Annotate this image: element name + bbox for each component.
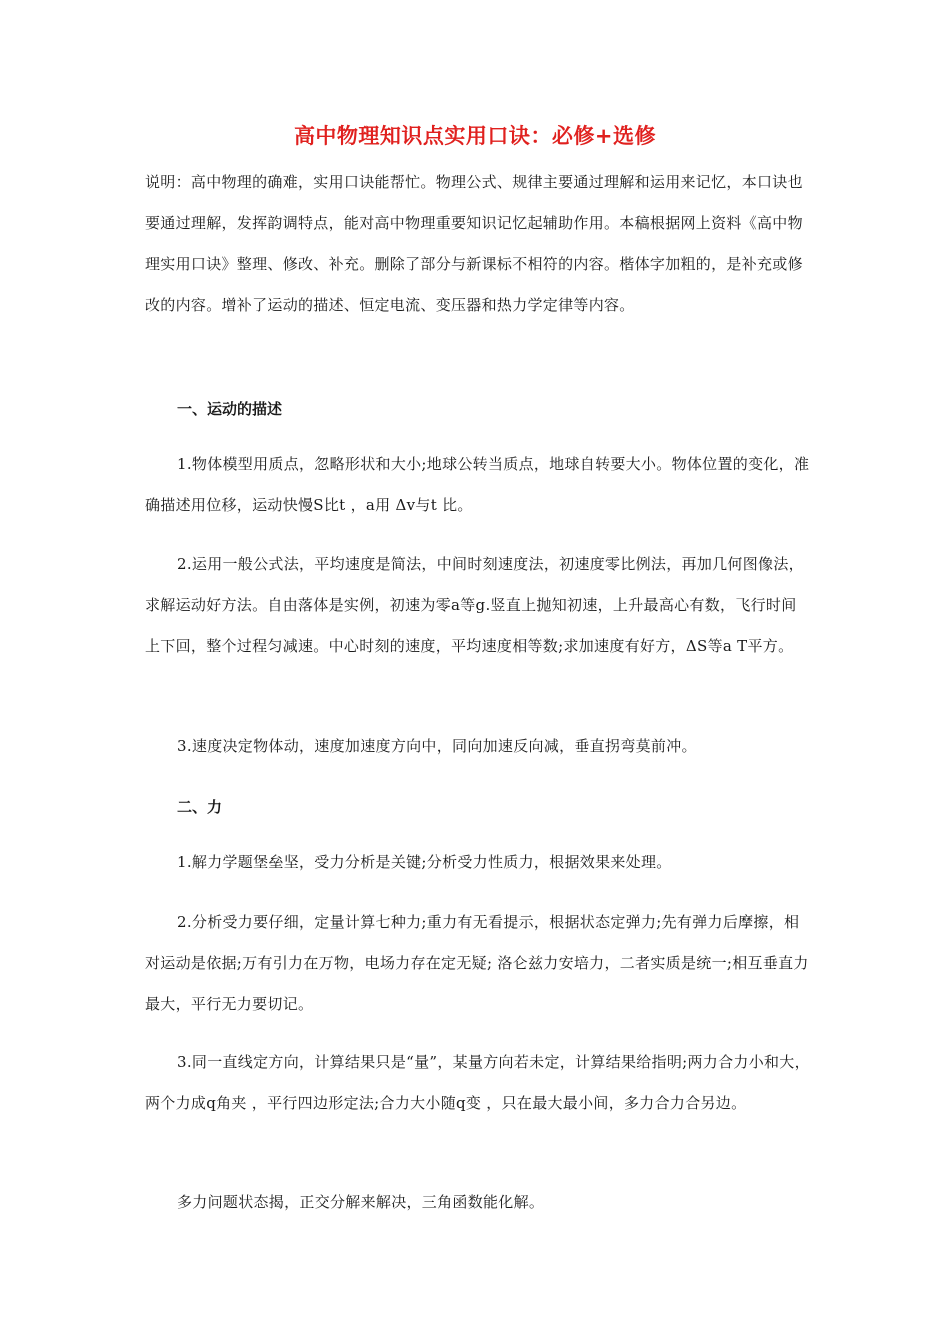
force-paragraph-3: 3.同一直线定方向，计算结果只是“量”，某量方向若未定，计算结果给指明;两力合力小和大，两个力成q角夹 ，平行四边形定法;合力大小随q变 ，只在最大最小间，多力合力合另边。 [145, 1053, 810, 1112]
section-heading-motion: 一、运动的描述 [177, 400, 283, 418]
motion-paragraph-3: 3.速度决定物体动，速度加速度方向中，同向加速反向减，垂直拐弯莫前冲。 [177, 737, 697, 755]
motion-paragraph-1: 1.物体模型用质点，忽略形状和大小;地球公转当质点，地球自转要大小。物体位置的变化，准确描述用位移，运动快慢S比t ，a用 Δv与t 比。 [145, 455, 810, 514]
force-paragraph-2: 2.分析受力要仔细，定量计算七种力;重力有无看提示，根据状态定弹力;先有弹力后摩擦，相对运动是依据;万有引力在万物，电场力存在定无疑; 洛仑兹力安培力，二者实质是统一;相互垂直力最大，平行无力要切记。 [145, 913, 809, 1013]
section-heading-force: 二、力 [177, 798, 223, 816]
intro-paragraph: 说明：高中物理的确难，实用口诀能帮忙。物理公式、规律主要通过理解和运用来记忆，本口诀也要通过理解，发挥韵调特点，能对高中物理重要知识记忆起辅助作用。本稿根据网上资料《高中物理实用口诀》整理、修改、补充。删除了部分与新课标不相符的内容。楷体字加粗的，是补充或修改的内容。增补了运动的描述、恒定电流、变压器和热力学定律等内容。 [145, 173, 803, 314]
document-title: 高中物理知识点实用口诀：必修+选修 [293, 124, 657, 148]
force-paragraph-4: 多力问题状态揭，正交分解来解决，三角函数能化解。 [177, 1193, 545, 1211]
motion-paragraph-2: 2.运用一般公式法，平均速度是简法，中间时刻速度法，初速度零比例法，再加几何图像法，求解运动好方法。自由落体是实例，初速为零a等g.竖直上抛知初速，上升最高心有数，飞行时间上下回，整个过程匀减速。中心时刻的速度，平均速度相等数;求加速度有好方，ΔS等a T平方。 [145, 555, 804, 655]
force-paragraph-1: 1.解力学题堡垒坚，受力分析是关键;分析受力性质力，根据效果来处理。 [177, 853, 672, 871]
